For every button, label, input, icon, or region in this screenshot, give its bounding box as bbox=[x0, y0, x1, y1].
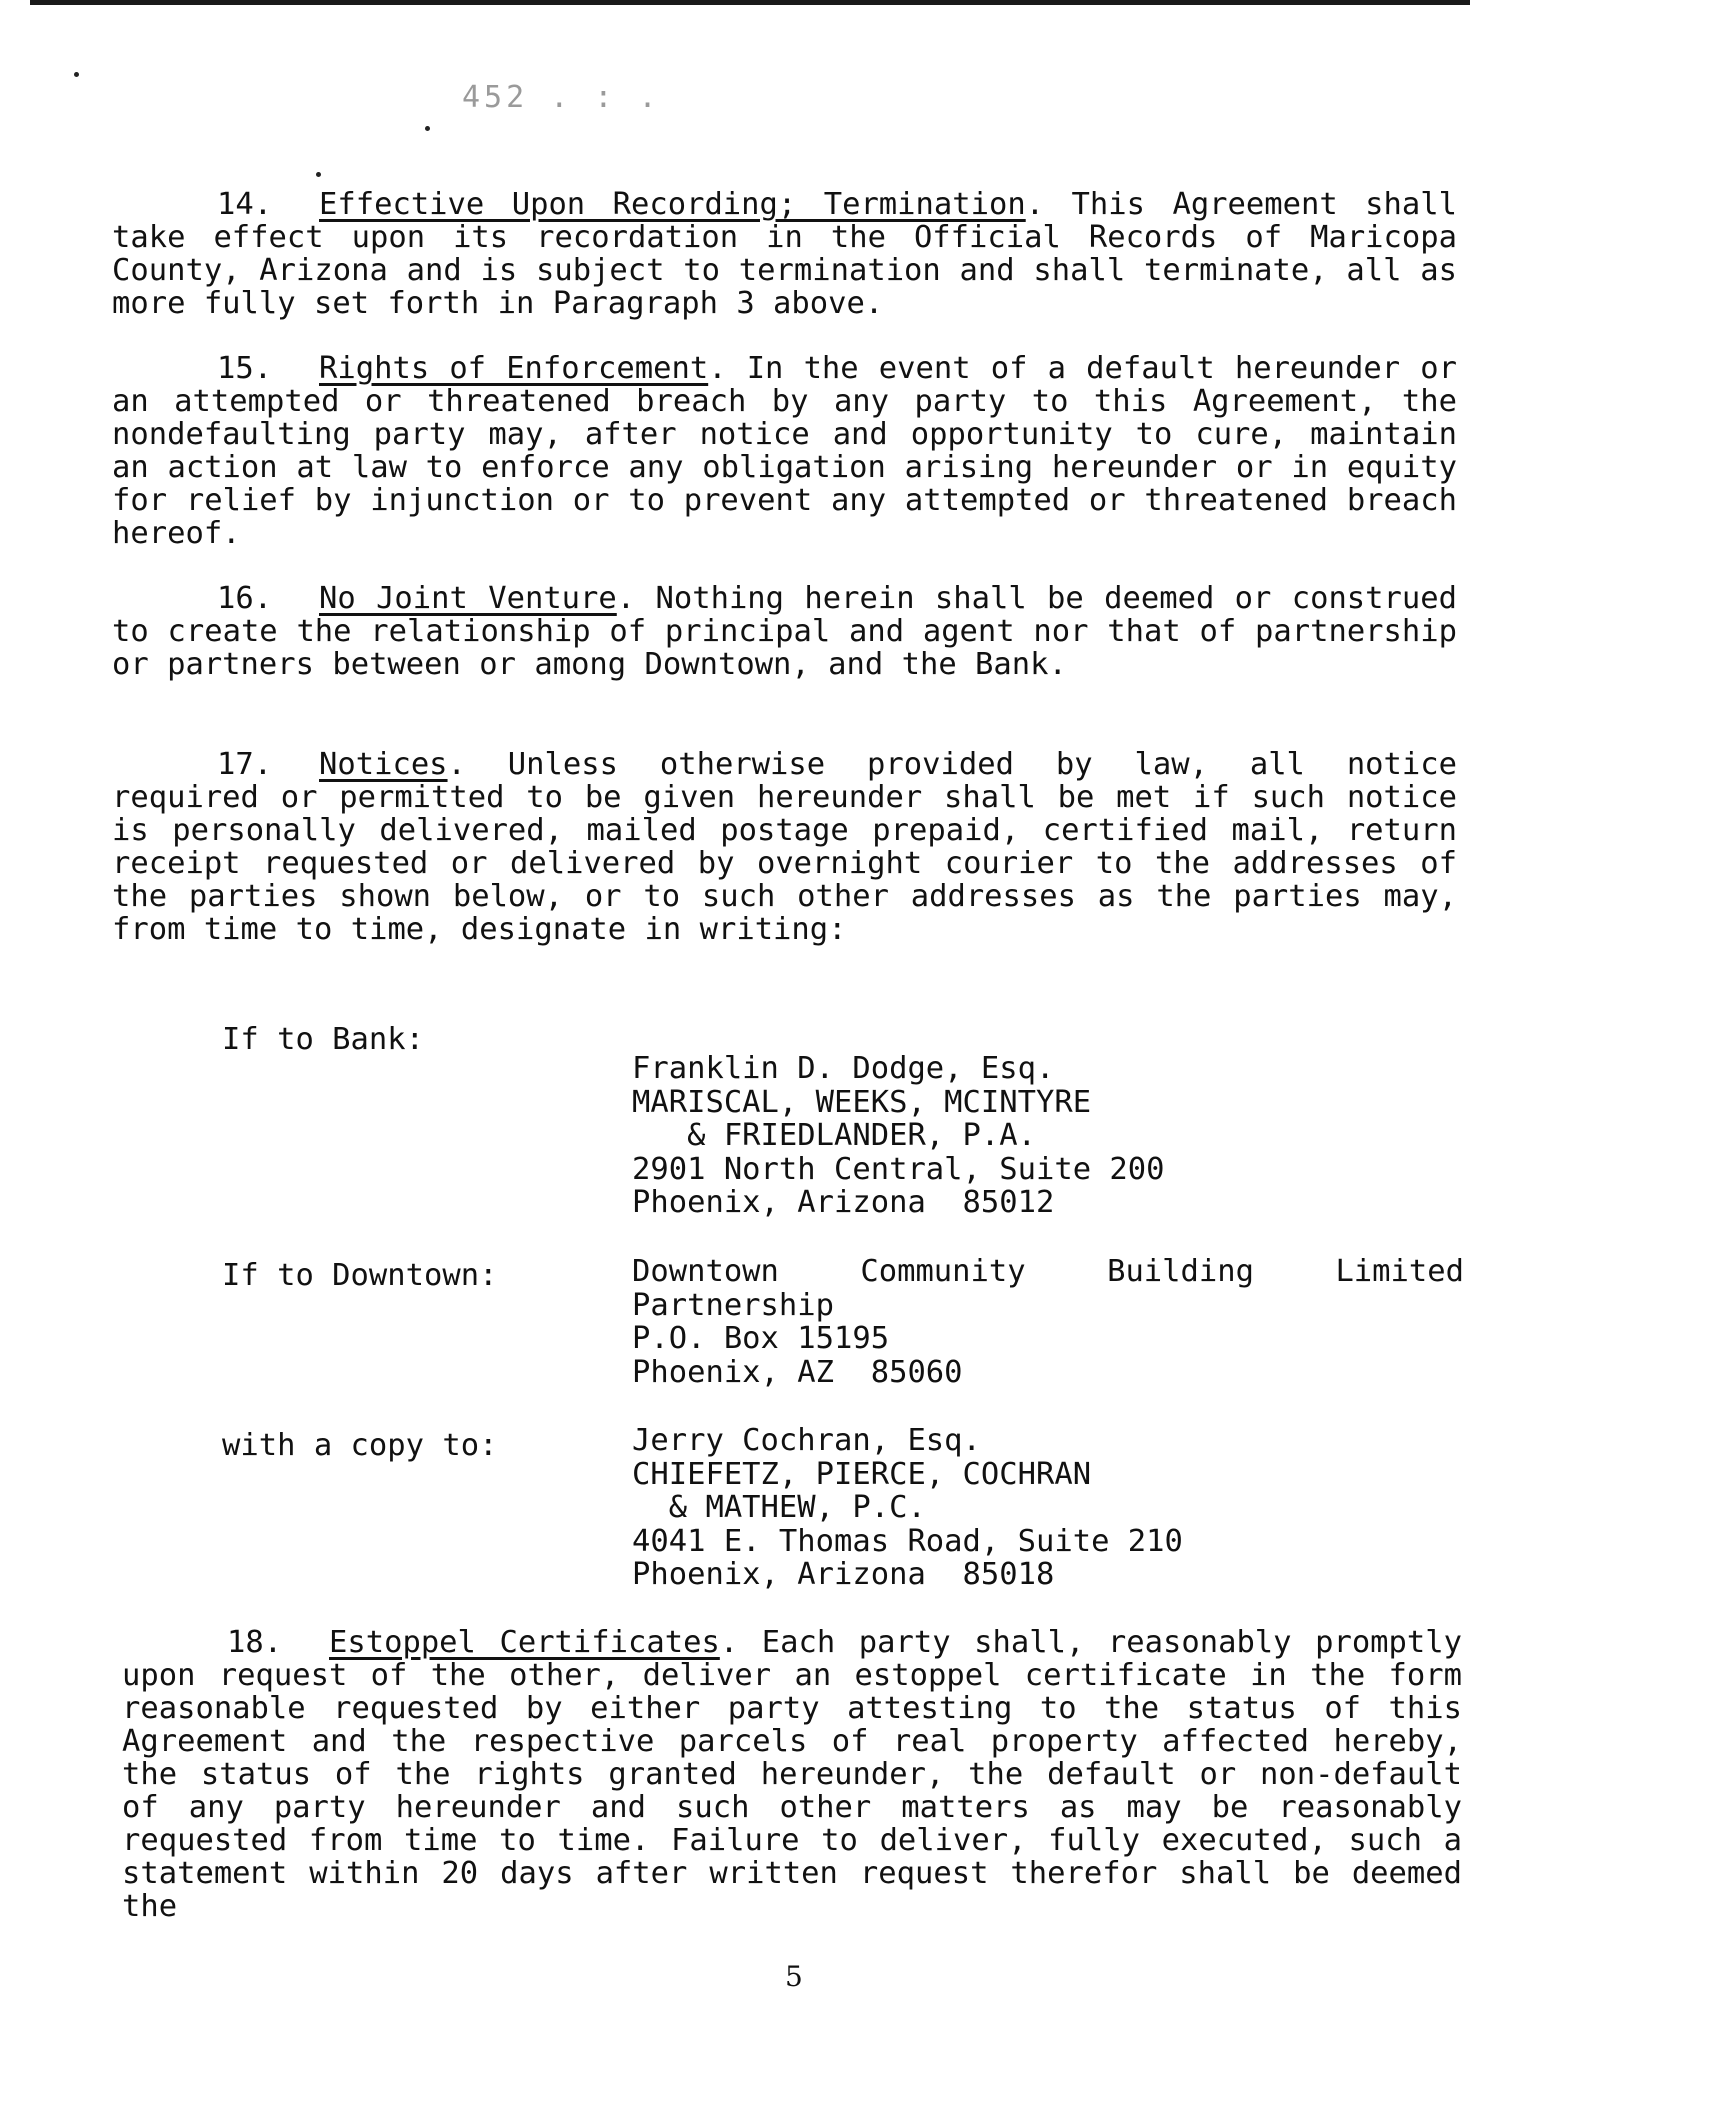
address-line: Phoenix, AZ 85060 bbox=[632, 1354, 963, 1390]
address-line: CHIEFETZ, PIERCE, COCHRAN bbox=[632, 1456, 1092, 1492]
section-14 bbox=[112, 188, 1457, 320]
address-line: Phoenix, Arizona 85012 bbox=[632, 1185, 1055, 1220]
address-label-downtown: If to Downtown: bbox=[222, 1258, 498, 1293]
section-18 bbox=[122, 1626, 1462, 1923]
address-line: Partnership bbox=[632, 1287, 834, 1323]
address-word: Limited bbox=[1335, 1254, 1464, 1289]
section-heading: No Joint Venture bbox=[319, 581, 617, 616]
section-number: 15. bbox=[217, 351, 273, 386]
address-block-bank bbox=[632, 1052, 1462, 1220]
address-label-copy: with a copy to: bbox=[222, 1428, 498, 1463]
section-heading: Rights of Enforcement bbox=[319, 351, 709, 386]
section-15 bbox=[112, 352, 1457, 550]
address-word: Building bbox=[1107, 1254, 1254, 1289]
section-text: . Nothing herein shall be deemed or construed to create the relationship of principal and agent nor that of partnership or partners between or among Downtown, and the Bank. bbox=[112, 581, 1457, 682]
address-line: Jerry Cochran, Esq. bbox=[632, 1423, 981, 1458]
section-number: 16. bbox=[217, 581, 273, 616]
address-line: 2901 North Central, Suite 200 bbox=[632, 1151, 1165, 1187]
section-text: . This Agreement shall take effect upon its recordation in the Official Records of Maricopa County, Arizona and is subject to termination and shall terminate, all as more fully set forth in Paragraph 3 above. bbox=[112, 187, 1457, 321]
address-line: 4041 E. Thomas Road, Suite 210 bbox=[632, 1523, 1183, 1559]
section-heading: Notices bbox=[319, 747, 448, 782]
address-word: Community bbox=[860, 1254, 1026, 1289]
scan-speck bbox=[316, 172, 321, 177]
section-text: . In the event of a default hereunder or an attempted or threatened breach by any party to this Agreement, the nondefaulting party may, after notice and opportunity to cure, maintain an action at law to enforce any obligation arising hereunder or in equity for relief by injunction or to prevent any attempted or threatened breach hereof. bbox=[112, 351, 1457, 551]
section-number: 18. bbox=[227, 1625, 283, 1660]
page-number: 5 bbox=[785, 1960, 803, 1993]
scan-speck bbox=[74, 72, 79, 77]
section-text: . Unless otherwise provided by law, all notice required or permitted to be given hereunder shall be met if such notice is personally delivered, mailed postage prepaid, certified mail, return receipt requested or delivered by overnight courier to the addresses of the parties shown below, or to such other addresses as the parties may, from time to time, designate in writing: bbox=[112, 747, 1457, 947]
address-word: Downtown bbox=[632, 1254, 779, 1289]
scan-top-border bbox=[30, 0, 1470, 5]
address-line: & FRIEDLANDER, P.A. bbox=[632, 1118, 1036, 1153]
section-16 bbox=[112, 582, 1457, 681]
section-heading: Estoppel Certificates bbox=[329, 1625, 720, 1660]
section-number: 14. bbox=[217, 187, 273, 222]
address-block-downtown bbox=[632, 1255, 1464, 1389]
address-line bbox=[632, 1255, 1464, 1289]
address-line: Franklin D. Dodge, Esq. bbox=[632, 1051, 1055, 1086]
faint-stamp: 452 . : . bbox=[462, 80, 661, 115]
address-block-copy bbox=[632, 1424, 1462, 1592]
address-label-bank: If to Bank: bbox=[222, 1022, 424, 1057]
address-line: Phoenix, Arizona 85018 bbox=[632, 1557, 1055, 1592]
scan-speck bbox=[425, 126, 430, 131]
section-17 bbox=[112, 748, 1457, 946]
section-heading: Effective Upon Recording; Termination bbox=[319, 187, 1026, 222]
address-line: P.O. Box 15195 bbox=[632, 1321, 890, 1356]
section-text: . Each party shall, reasonably promptly upon request of the other, deliver an estoppel certificate in the form reasonable requested by either party attesting to the status of this Agreement and the respective parcels of real property affected hereby, the status of the rights granted hereunder, the default or non-default of any party hereunder and such other matters as may be reasonably requested from time to time. Failure to deliver, fully executed, such a statement within 20 days after written request therefor shall be deemed the bbox=[122, 1625, 1462, 1924]
section-number: 17. bbox=[217, 747, 273, 782]
address-line: & MATHEW, P.C. bbox=[632, 1490, 926, 1525]
address-line: MARISCAL, WEEKS, MCINTYRE bbox=[632, 1084, 1092, 1120]
